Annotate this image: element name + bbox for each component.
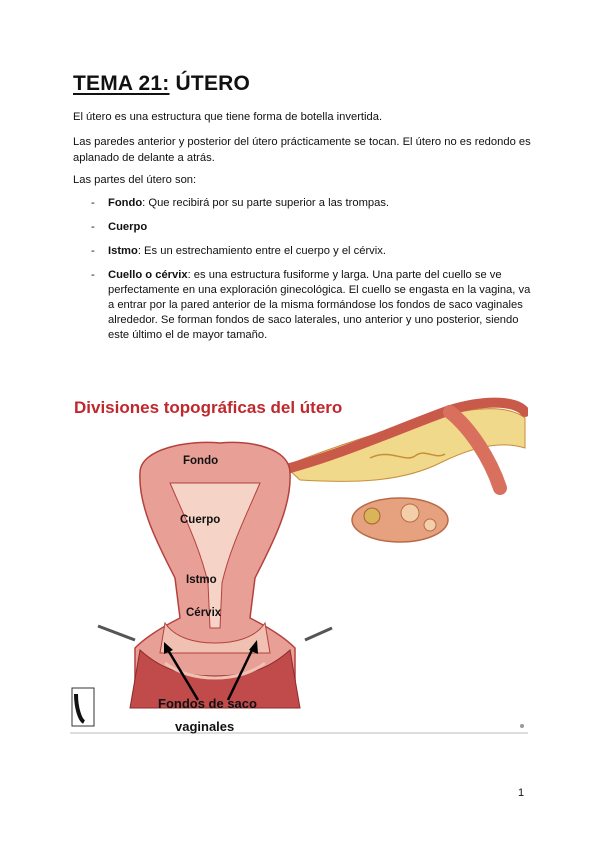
part-term: Cuello o cérvix <box>108 269 188 281</box>
uterus-illustration <box>70 388 528 736</box>
part-desc: : es una estructura fusiforme y larga. Una parte del cuello se ve perfectamente en una exploración ginecológica. El cuello se engasta en la vagina, va a entrar por la pared anterior de la misma formándose los fondos de saco vaginales alrededor. Se forman fondos de saco laterales, uno anterior y uno posterior, siendo este último el de mayor tamaño. <box>108 269 531 341</box>
label-vaginales: vaginales <box>175 719 235 734</box>
figure-title: Divisiones topográficas del útero <box>74 398 343 417</box>
list-item <box>73 196 533 211</box>
label-cuerpo: Cuerpo <box>180 514 221 526</box>
part-term: Istmo <box>108 245 138 257</box>
part-term: Fondo <box>108 197 143 209</box>
page-number: 1 <box>518 787 525 799</box>
list-dash: - <box>91 245 95 257</box>
list-dash: - <box>91 197 95 209</box>
page-title <box>73 72 250 96</box>
list-item <box>73 268 533 343</box>
paragraph-parts-intro: Las partes del útero son: <box>73 174 197 186</box>
part-term: Cuerpo <box>108 221 148 233</box>
list-item <box>73 244 533 259</box>
label-istmo: Istmo <box>186 574 217 586</box>
title-main: ÚTERO <box>175 72 251 95</box>
paragraph-walls: Las paredes anterior y posterior del útero prácticamente se tocan. El útero no es redondo es aplanado de delante a atrás. <box>73 136 531 164</box>
paragraph-intro: El útero es una estructura que tiene forma de botella invertida. <box>73 111 383 123</box>
part-desc: : Es un estrechamiento entre el cuerpo y el cérvix. <box>137 245 386 257</box>
list-item <box>73 220 533 235</box>
title-prefix: TEMA 21: <box>73 72 170 95</box>
parts-list <box>73 196 533 352</box>
list-dash: - <box>91 221 95 233</box>
label-fondos-de-saco: Fondos de saco <box>158 696 257 711</box>
label-cervix: Cérvix <box>186 607 222 619</box>
label-fondo: Fondo <box>183 455 219 467</box>
list-dash: - <box>91 269 95 281</box>
part-desc: : Que recibirá por su parte superior a las trompas. <box>142 197 390 209</box>
